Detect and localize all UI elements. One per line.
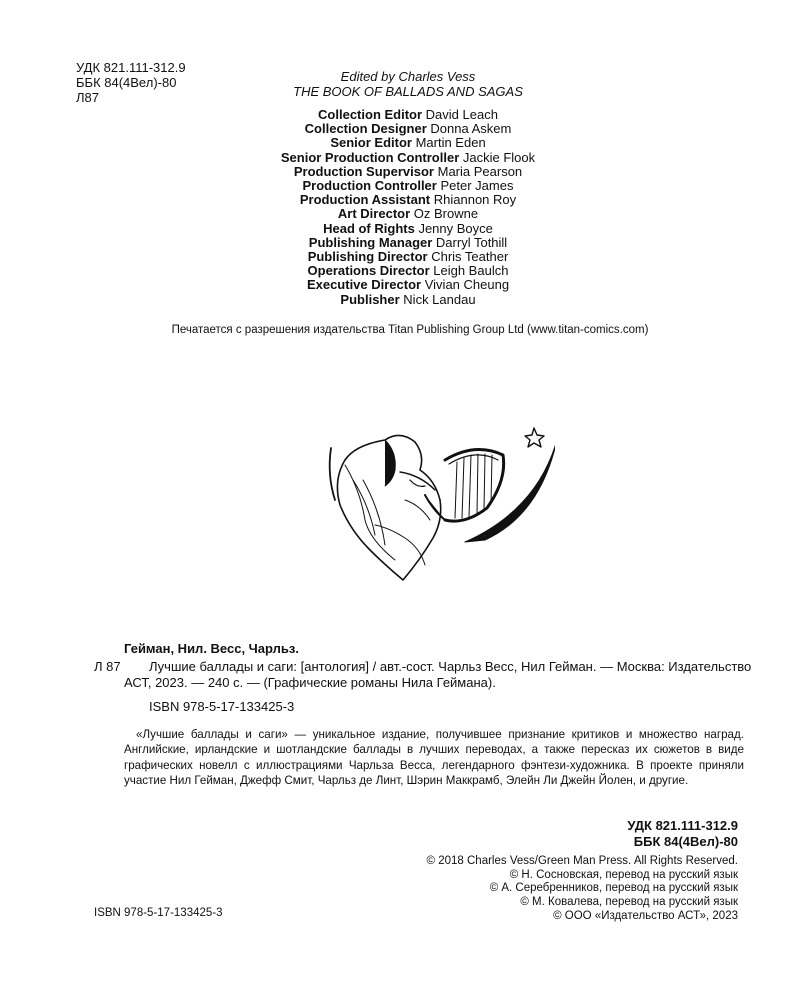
author-line: Гейман, Нил. Весс, Чарльз. — [124, 641, 299, 656]
credit-line — [180, 108, 636, 122]
credit-role: Collection Designer — [304, 121, 427, 137]
credit-role: Production Supervisor — [293, 163, 434, 179]
udk-code-bottom: УДК 821.111-312.9 — [627, 818, 738, 833]
credit-line — [180, 165, 636, 179]
credit-line — [180, 250, 636, 264]
credit-name: Rhiannon Roy — [433, 192, 517, 208]
credit-role: Senior Production Controller — [280, 149, 460, 165]
udk-code: УДК 821.111-312.9 — [76, 60, 186, 75]
credit-name: David Leach — [425, 107, 498, 122]
permission-notice: Печатается с разрешения издательства Titan Publishing Group Ltd (www.titan-comics.com) — [171, 324, 649, 336]
copyright-line: © М. Ковалева, перевод на русский язык — [520, 896, 738, 909]
credit-role: Art Director — [337, 206, 411, 222]
credit-role: Publisher — [340, 291, 400, 307]
isbn-footer: ISBN 978-5-17-133425-3 — [94, 907, 223, 919]
shelf-code: Л 87 — [94, 659, 121, 674]
copyright-line: © Н. Сосновская, перевод на русский язык — [509, 868, 738, 881]
catalog-codes-bottom — [627, 818, 738, 850]
credit-role: Publishing Manager — [308, 234, 433, 250]
bibliographic-description: Лучшие баллады и саги: [антология] / авт.-сост. Чарльз Весс, Нил Гейман. — Москва: Издательство АСТ, 2023. — 240 с. — (Графические романы Нила Геймана). — [124, 659, 752, 690]
credit-line — [180, 207, 636, 221]
credit-line — [180, 179, 636, 193]
author-sign-code: Л87 — [76, 90, 99, 105]
credit-line — [180, 222, 636, 236]
annotation: «Лучшие баллады и саги» — уникальное издание, получившее признание критиков и множество наград. Английские, ирландские и шотландские баллады в лучших переводах, а также пересказ их сюжетов в виде графических новелл с иллюстрациями Чарльза Весса, легендарного фэнтези-художника. В проекте приняли участие Нил Гейман, Джефф Смит, Чарльз де Линт, Шэрин Маккрамб, Элейн Ли Джейн Йолен, и другие. — [124, 728, 744, 788]
bbk-code: ББК 84(4Вел)-80 — [76, 75, 177, 90]
credit-name: Leigh Baulch — [433, 263, 509, 279]
original-edition-info — [230, 69, 586, 99]
credit-line — [180, 293, 636, 307]
credit-role: Collection Editor — [318, 107, 423, 122]
edited-by: Edited by Charles Vess — [340, 69, 476, 84]
copyright-line: © 2018 Charles Vess/Green Man Press. All Rights Reserved. — [426, 855, 738, 867]
credit-line — [180, 236, 636, 250]
harpist-moon-illustration — [325, 420, 555, 585]
credit-role: Executive Director — [306, 277, 422, 293]
credit-name: Chris Teather — [431, 249, 509, 265]
bbk-code-bottom: ББК 84(4Вел)-80 — [633, 834, 738, 849]
credit-name: Darryl Tothill — [435, 234, 508, 250]
credit-name: Nick Landau — [403, 291, 476, 307]
credit-name: Vivian Cheung — [424, 277, 510, 293]
credit-name: Martin Eden — [415, 135, 486, 151]
original-title: THE BOOK OF BALLADS AND SAGAS — [293, 84, 523, 99]
credit-line — [180, 264, 636, 278]
credit-role: Production Controller — [302, 178, 437, 194]
copyright-line: © ООО «Издательство АСТ», 2023 — [553, 909, 738, 922]
credit-role: Production Assistant — [299, 192, 431, 208]
star-icon — [525, 428, 544, 447]
credit-role: Publishing Director — [307, 249, 428, 265]
credits-list — [180, 108, 636, 307]
credit-line — [180, 122, 636, 136]
credit-line — [180, 136, 636, 150]
copyright-block — [427, 855, 738, 924]
credit-role: Operations Director — [307, 263, 430, 279]
catalog-codes-top — [76, 60, 186, 105]
credit-role: Senior Editor — [330, 135, 412, 151]
credit-name: Peter James — [440, 178, 514, 194]
copyright-line: © А. Серебренников, перевод на русский язык — [489, 882, 738, 895]
credit-name: Jenny Boyce — [418, 220, 493, 236]
credit-name: Oz Browne — [413, 206, 479, 222]
credit-name: Maria Pearson — [437, 163, 523, 179]
isbn-main: ISBN 978-5-17-133425-3 — [149, 699, 295, 714]
credit-role: Head of Rights — [323, 220, 415, 236]
credit-line — [180, 151, 636, 165]
credit-name: Jackie Flook — [462, 149, 536, 165]
credit-line — [180, 278, 636, 292]
credit-name: Donna Askem — [430, 121, 512, 137]
credit-line — [180, 193, 636, 207]
